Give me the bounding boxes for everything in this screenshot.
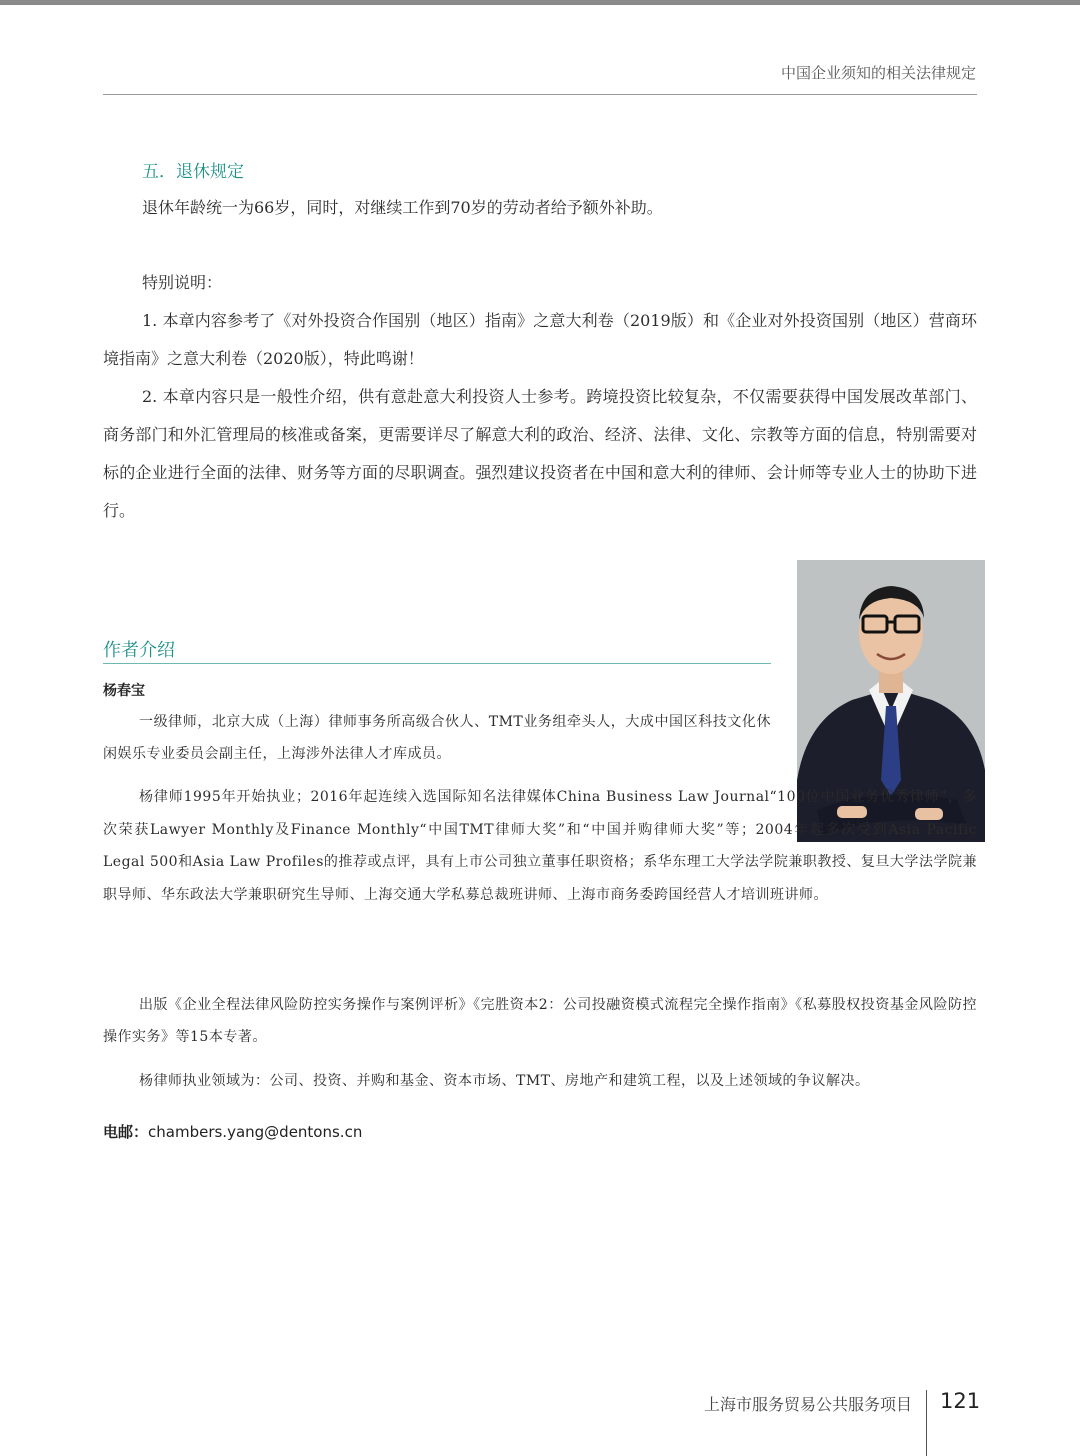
running-header: 中国企业须知的相关法律规定 — [780, 64, 976, 82]
special-note-item-2: 2. 本章内容只是一般性介绍，供有意赴意大利投资人士参考。跨境投资比较复杂，不仅需要获得中国发展改革部门、商务部门和外汇管理局的核准或备案，更需要详尽了解意大利的政治、经济、法律、文化、宗教等方面的信息，特别需要对标的企业进行全面的法律、财务等方面的尽职调查。强烈建议投资者在中国和意大利的律师、会计师等专业人士的协助下进行。 — [103, 387, 977, 520]
author-bio-paragraph-1: 一级律师，北京大成（上海）律师事务所高级合伙人、TMT业务组牵头人，大成中国区科技文化休闲娱乐专业委员会副主任，上海涉外法律人才库成员。 — [103, 714, 771, 762]
email-address[interactable]: chambers.yang@dentons.cn — [148, 1123, 363, 1141]
footer-publication: 上海市服务贸易公共服务项目 — [703, 1395, 912, 1414]
author-bio-paragraph-3: 出版《企业全程法律风险防控实务操作与案例评析》《完胜资本2：公司投融资模式流程完全操作指南》《私募股权投资基金风险防控操作实务》等15本专著。 — [103, 997, 977, 1045]
author-heading-rule — [103, 663, 771, 664]
top-border — [0, 0, 1080, 5]
special-note-title: 特别说明： — [142, 273, 223, 292]
footer-separator — [926, 1390, 927, 1456]
section-heading-retirement: 五．退休规定 — [142, 162, 244, 182]
email-label: 电邮： — [103, 1123, 149, 1141]
author-bio-paragraph-4: 杨律师执业领域为：公司、投资、并购和基金、资本市场、TMT、房地产和建筑工程，以及上述领域的争议解决。 — [139, 1073, 870, 1089]
page-number: 121 — [940, 1389, 981, 1413]
author-email-line — [103, 1121, 362, 1142]
author-section-heading: 作者介绍 — [103, 640, 175, 661]
retirement-paragraph: 退休年龄统一为66岁，同时，对继续工作到70岁的劳动者给予额外补助。 — [142, 198, 663, 217]
header-divider — [103, 94, 977, 95]
author-name: 杨春宝 — [103, 683, 145, 699]
author-bio-paragraph-2: 杨律师1995年开始执业；2016年起连续入选国际知名法律媒体China Business Law Journal“100位中国业务优秀律师”，多次荣获Lawyer Monthly及Finance Monthly“中国TMT律师大奖”和“中国并购律师大奖”等；2004年起多次受到Asia Pacific Legal 500和Asia Law Profiles的推荐或点评，具有上市公司独立董事任职资格；系华东理工大学法学院兼职教授、复旦大学法学院兼职导师、华东政法大学兼职研究生导师、上海交通大学私募总裁班讲师、上海市商务委跨国经营人才培训班讲师。 — [103, 789, 977, 904]
special-note-item-1: 1. 本章内容参考了《对外投资合作国别（地区）指南》之意大利卷（2019版）和《企业对外投资国别（地区）营商环境指南》之意大利卷（2020版），特此鸣谢！ — [103, 311, 977, 368]
